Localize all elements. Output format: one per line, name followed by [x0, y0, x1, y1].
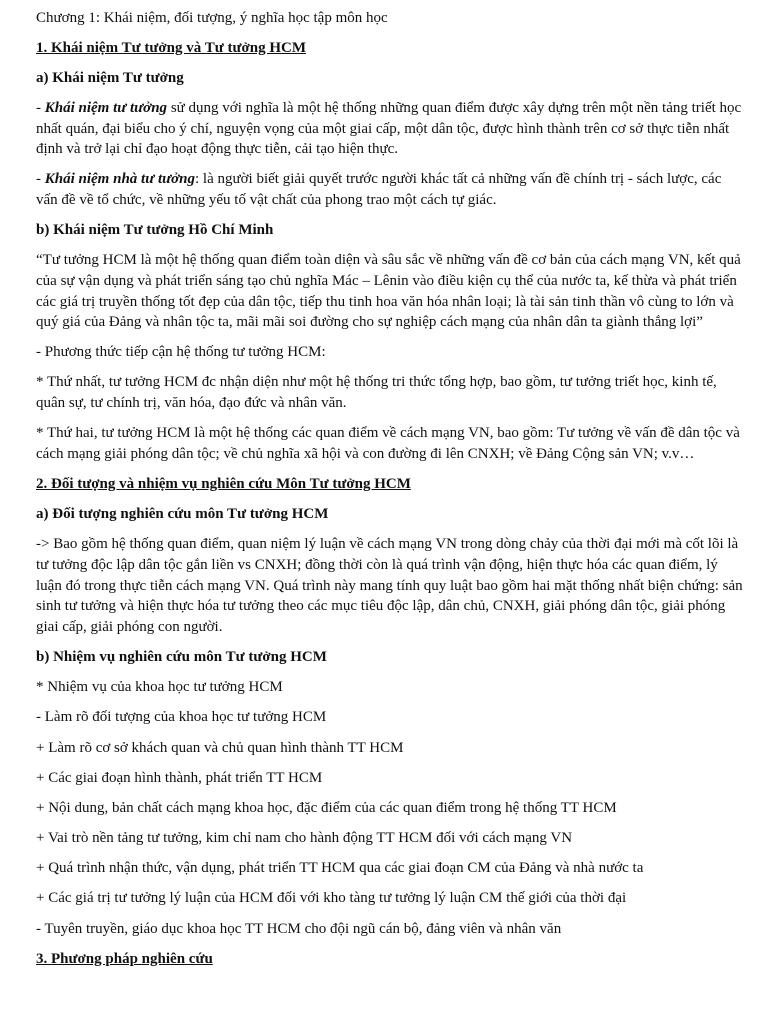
- bullet-prefix: -: [36, 99, 45, 116]
- chapter-title: Chương 1: Khái niệm, đối tượng, ý nghĩa học tập môn học: [36, 10, 388, 26]
- section-2a-heading: a) Đối tượng nghiên cứu môn Tư tưởng HCM: [36, 506, 329, 523]
- section-3-heading: 3. Phương pháp nghiên cứu: [36, 950, 213, 967]
- section-2-heading: 2. Đối tượng và nhiệm vụ nghiên cứu Môn Tư tưởng HCM: [36, 476, 411, 493]
- term-concept-ideology: Khái niệm tư tưởng: [44, 99, 168, 116]
- approach-paragraph: - Phương thức tiếp cận hệ thống tư tưởng HCM:: [36, 344, 326, 361]
- list-item: - Tuyên truyền, giáo dục khoa học TT HCM cho đội ngũ cán bộ, đảng viên và nhân văn: [36, 920, 562, 937]
- second-point-paragraph: * Thứ hai, tư tưởng HCM là một hệ thống các quan điểm về cách mạng VN, bao gồm: Tư tưởng về vấn đề dân tộc và cách mạng giải phóng dân tộc; về chủ nghĩa xã hội và con đường đi lên CNXH; về Đảng Cộng sản VN; v.v…: [36, 425, 740, 462]
- concept-of-ideology-paragraph: [36, 98, 744, 160]
- list-item: + Các giá trị tư tưởng lý luận của HCM đối với kho tàng tư tưởng lý luận CM thế giới của thời đại: [36, 890, 627, 907]
- section-1a-heading: a) Khái niệm Tư tưởng: [36, 69, 184, 86]
- section-1-heading: 1. Khái niệm Tư tưởng và Tư tưởng HCM: [36, 39, 307, 56]
- term-concept-thinker: Khái niệm nhà tư tưởng: [44, 171, 195, 188]
- list-item: + Các giai đoạn hình thành, phát triển TT HCM: [36, 769, 323, 786]
- section-2b-heading: b) Nhiệm vụ nghiên cứu môn Tư tưởng HCM: [36, 648, 327, 665]
- list-item: + Quá trình nhận thức, vận dụng, phát triển TT HCM qua các giai đoạn CM của Đảng và nhà nước ta: [36, 860, 644, 877]
- list-item: * Nhiệm vụ của khoa học tư tưởng HCM: [36, 679, 283, 696]
- concept-of-thinker-paragraph: [36, 169, 744, 210]
- first-point-paragraph: * Thứ nhất, tư tưởng HCM đc nhận diện như một hệ thống tri thức tổng hợp, bao gồm, tư tưởng triết học, kinh tế, quân sự, tư chính trị, văn hóa, đạo đức và nhân văn.: [36, 374, 717, 412]
- list-item: - Làm rõ đối tượng của khoa học tư tưởng HCM: [36, 709, 327, 726]
- research-object-paragraph: -> Bao gồm hệ thống quan điểm, quan niệm lý luận về cách mạng VN trong dòng chảy của thời đại mới mà cốt lõi là tư tưởng độc lập dân tộc gắn liền vs CNXH; đồng thời còn là quá trình vận động, hiện thực hóa các quan điểm, lý luận đó trong thực tiễn cách mạng VN. Quá trình này mang tính quy luật bao gồm hai mặt thống nhất biện chứng: sản sinh tư tưởng và hiện thực hóa tư tưởng theo các mục tiêu độc lập, dân chủ, CNXH, giải phóng dân tộc, giải phóng giai cấp, giải phóng con người.: [36, 536, 743, 635]
- section-1b-heading: b) Khái niệm Tư tưởng Hồ Chí Minh: [36, 222, 274, 239]
- hcm-definition-quote: “Tư tưởng HCM là một hệ thống quan điểm toàn diện và sâu sắc về những vấn đề cơ bản của cách mạng VN, kết quả của sự vận dụng và phát triển sáng tạo chủ nghĩa Mác – Lênin vào điều kiện cụ thể của nước ta, kế thừa và phát triển các giá trị truyền thống tốt đẹp của dân tộc, tiếp thu tinh hoa văn hóa nhân loại; là tài sản tinh thần vô cùng to lớn và quý giá của Đảng và nhân tộc ta, mãi mãi soi đường cho sự nghiệp cách mạng của nhân dân ta giành thắng lợi”: [36, 252, 741, 331]
- definition-text: sử dụng với nghĩa là một hệ thống những quan điểm được xây dựng trên một nền tảng triết học nhất quán, đại biểu cho ý chí, nguyện vọng của một giai cấp, một dân tộc, được hình thành trên cơ sở thực tiễn nhất định và trở lại chỉ đạo hoạt động thực tiễn, cải tạo hiện thực.: [36, 99, 742, 158]
- list-item: + Làm rõ cơ sở khách quan và chủ quan hình thành TT HCM: [36, 739, 404, 756]
- list-item: + Vai trò nền tảng tư tưởng, kim chỉ nam cho hành động TT HCM đối với cách mạng VN: [36, 830, 573, 847]
- bullet-prefix: -: [36, 171, 45, 188]
- definition-text: : là người biết giải quyết trước người khác tất cả những vấn đề chính trị - sách lược, các vấn đề về tổ chức, về những yếu tố vật chất của phong trao một cách tự giác.: [36, 171, 722, 208]
- list-item: + Nội dung, bản chất cách mạng khoa học, đặc điểm của các quan điểm trong hệ thống TT HCM: [36, 799, 617, 816]
